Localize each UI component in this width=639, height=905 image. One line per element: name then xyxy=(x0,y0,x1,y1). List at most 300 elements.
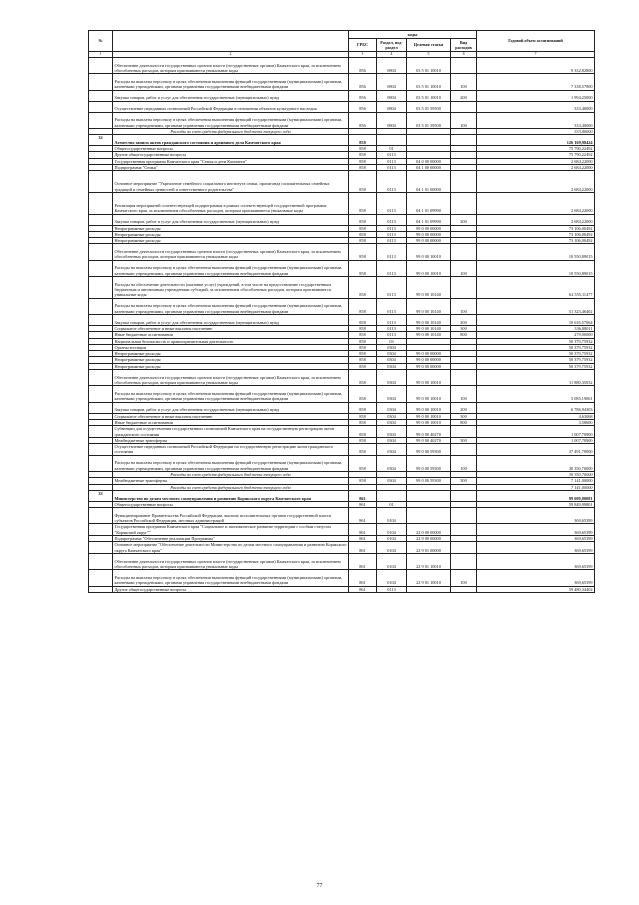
row-name-cell: Другие общегосударственные вопросы xyxy=(113,152,349,158)
row-sum-cell: 99 609,00081 xyxy=(477,490,595,501)
table-row xyxy=(89,553,595,569)
table-row xyxy=(89,490,595,501)
row-expense-type-cell xyxy=(451,370,477,386)
row-number-cell xyxy=(89,112,113,128)
budget-table-container xyxy=(88,30,594,593)
row-target-article-cell: 99 0 00 00000 xyxy=(407,231,451,237)
column-number: 5 xyxy=(407,52,451,58)
row-name-cell: Непрограммные расходы xyxy=(113,363,349,369)
row-section-cell: 0304 xyxy=(377,419,407,425)
row-target-article-cell: 99 0 00 59300 xyxy=(407,444,451,456)
table-row xyxy=(89,426,595,438)
row-name-cell: Органы юстиции xyxy=(113,344,349,350)
row-expense-type-cell xyxy=(451,586,477,592)
row-name-cell: Социальное обеспечение и иные выплаты населению xyxy=(113,325,349,331)
row-expense-type-cell: 800 xyxy=(451,419,477,425)
row-section-cell: 0113 xyxy=(377,260,407,276)
row-expense-type-cell: 500 xyxy=(451,478,477,484)
row-sum-cell: 333,40000 xyxy=(477,112,595,128)
row-grbs-cell: 858 xyxy=(349,344,377,350)
row-expense-type-cell: 500 xyxy=(451,437,477,443)
row-section-cell: 0304 xyxy=(377,351,407,357)
row-sum-cell: 333,40000 xyxy=(477,128,595,134)
row-grbs-cell: 858 xyxy=(349,351,377,357)
row-name-cell: Непрограммные расходы xyxy=(113,231,349,237)
row-section-cell: 0113 xyxy=(377,192,407,214)
row-name-cell: Межбюджетные трансферты xyxy=(113,478,349,484)
row-expense-type-cell xyxy=(451,277,477,299)
row-name-cell: Расходы на обеспечение деятельности (оказание услуг) учреждений, в том числе на предоставление государственным бюджетным и автономным учреждениям субсидий, за исключением обособленных расходов, которым присваиваются уникальные коды xyxy=(113,277,349,299)
row-grbs-cell: 858 xyxy=(349,357,377,363)
row-target-article-cell: 99 0 00 10140 xyxy=(407,332,451,338)
row-target-article-cell: 04 0 00 00000 xyxy=(407,158,451,164)
row-section-cell: 0304 xyxy=(377,426,407,438)
row-name-cell: Субвенции для осуществления государственных полномочий Камчатского края на государственную регистрацию актов гражданского состояния xyxy=(113,426,349,438)
row-number-cell xyxy=(89,90,113,101)
row-name-cell: Социальное обеспечение и иные выплаты населению xyxy=(113,413,349,419)
row-expense-type-cell xyxy=(451,508,477,524)
table-row xyxy=(89,455,595,471)
row-sum-cell: 50 379,75932 xyxy=(477,357,595,363)
table-row xyxy=(89,298,595,314)
row-section-cell: 0113 xyxy=(377,214,407,225)
row-expense-type-cell: 100 xyxy=(451,112,477,128)
column-number: 4 xyxy=(377,52,407,58)
row-target-article-cell: 99 0 00 10140 xyxy=(407,277,451,299)
row-target-article-cell xyxy=(407,135,451,146)
row-name-cell: Закупка товаров, работ и услуг для обеспечения государственных (муниципальных) нужд xyxy=(113,90,349,101)
page-number: 77 xyxy=(316,883,323,889)
row-name-cell: Обеспечение деятельности государственных органов власти (государственных органов) Камчатского края, за исключением обособленных расходов, которым присваиваются уникальные коды xyxy=(113,370,349,386)
row-number-cell xyxy=(89,260,113,276)
row-target-article-cell: 99 0 00 00000 xyxy=(407,225,451,231)
row-expense-type-cell: 200 xyxy=(451,314,477,325)
row-sum-cell: 2 684,22000 xyxy=(477,171,595,193)
table-row xyxy=(89,244,595,260)
row-sum-cell: 59 849,99801 xyxy=(477,501,595,507)
row-target-article-cell: 22 9 01 10010 xyxy=(407,570,451,586)
row-sum-cell: 369,65399 xyxy=(477,508,595,524)
row-section-cell: 0304 xyxy=(377,386,407,402)
row-grbs-cell: 858 xyxy=(349,171,377,193)
header-expense-type: Вид расходов xyxy=(451,39,477,52)
table-row xyxy=(89,135,595,146)
row-section-cell: 0113 xyxy=(377,244,407,260)
row-name-cell: Основное мероприятие "Укрепление семейного социального института семьи, пропаганда положительных семейных традиций и семейных ценностей и ответственного родительства" xyxy=(113,171,349,193)
row-section-cell: 01 xyxy=(377,501,407,507)
row-grbs-cell: 858 xyxy=(349,152,377,158)
table-row xyxy=(89,402,595,413)
row-target-article-cell: 99 0 00 10010 xyxy=(407,260,451,276)
row-expense-type-cell: 100 xyxy=(451,298,477,314)
row-grbs-cell: 861 xyxy=(349,553,377,569)
row-section-cell: 0104 xyxy=(377,570,407,586)
row-expense-type-cell xyxy=(451,553,477,569)
row-section-cell: 0304 xyxy=(377,370,407,386)
column-number: 1 xyxy=(89,52,113,58)
row-name-cell: Национальная безопасность и правоохранительная деятельность xyxy=(113,338,349,344)
row-grbs-cell: 856 xyxy=(349,101,377,112)
row-section-cell: 0113 xyxy=(377,298,407,314)
row-grbs-cell: 856 xyxy=(349,74,377,90)
row-section-cell: 0304 xyxy=(377,344,407,350)
row-section-cell: 0113 xyxy=(377,277,407,299)
row-grbs-cell: 858 xyxy=(349,277,377,299)
row-number-cell: 33 xyxy=(89,490,113,501)
row-target-article-cell: 22 9 00 00000 xyxy=(407,536,451,542)
row-grbs-cell: 858 xyxy=(349,165,377,171)
row-section-cell: 0113 xyxy=(377,325,407,331)
row-name-cell: Закупка товаров, работ и услуг для обеспечения государственных (муниципальных) нужд xyxy=(113,402,349,413)
row-target-article-cell: 03 5 01 10010 xyxy=(407,90,451,101)
row-name-cell: Осуществление переданных полномочий Российской Федерации в отношении объектов культурного наследия xyxy=(113,101,349,112)
row-name-cell: Непрограммные расходы xyxy=(113,357,349,363)
row-name-cell: Непрограммные расходы xyxy=(113,238,349,244)
row-sum-cell: 10 550,89015 xyxy=(477,244,595,260)
row-target-article-cell: 99 0 00 10140 xyxy=(407,298,451,314)
row-grbs-cell: 856 xyxy=(349,112,377,128)
row-expense-type-cell xyxy=(451,171,477,193)
row-sum-cell: 1 007,70900 xyxy=(477,437,595,443)
row-sum-cell: 30 350,70000 xyxy=(477,471,595,477)
row-sum-cell: 2 684,22000 xyxy=(477,158,595,164)
row-grbs-cell: 858 xyxy=(349,478,377,484)
row-sum-cell: 30 350,70000 xyxy=(477,455,595,471)
row-sum-cell: 2 684,22000 xyxy=(477,214,595,225)
row-sum-cell: 73 106,00492 xyxy=(477,231,595,237)
row-target-article-cell: 99 0 00 59300 xyxy=(407,478,451,484)
row-expense-type-cell: 100 xyxy=(451,260,477,276)
row-expense-type-cell: 200 xyxy=(451,214,477,225)
row-target-article-cell: 04 1 01 09990 xyxy=(407,214,451,225)
row-number-cell xyxy=(89,58,113,74)
row-sum-cell: 369,65399 xyxy=(477,524,595,536)
row-sum-cell: 51 323,46402 xyxy=(477,298,595,314)
row-grbs-cell: 858 xyxy=(349,386,377,402)
row-target-article-cell: 04 1 01 09990 xyxy=(407,192,451,214)
row-grbs-cell: 856 xyxy=(349,58,377,74)
row-name-cell: Непрограммные расходы xyxy=(113,351,349,357)
header-name xyxy=(113,31,349,52)
row-sum-cell: 75 790,22492 xyxy=(477,146,595,152)
row-number-cell xyxy=(89,192,113,214)
row-sum-cell: 7 338,57800 xyxy=(477,74,595,90)
row-grbs-cell: 858 xyxy=(349,419,377,425)
header-target-article: Целевая статья xyxy=(407,39,451,52)
row-number-cell xyxy=(89,370,113,386)
header-number: № xyxy=(89,31,113,52)
table-row xyxy=(89,524,595,536)
table-row xyxy=(89,260,595,276)
row-section-cell: 0304 xyxy=(377,444,407,456)
row-number-cell xyxy=(89,214,113,225)
row-name-cell: Иные бюджетные ассигнования xyxy=(113,419,349,425)
row-section-cell xyxy=(377,490,407,501)
row-sum-cell: 73 106,00492 xyxy=(477,225,595,231)
row-expense-type-cell xyxy=(451,192,477,214)
row-section-cell: 0104 xyxy=(377,508,407,524)
row-section-cell: 0113 xyxy=(377,231,407,237)
table-row xyxy=(89,192,595,214)
row-expense-type-cell xyxy=(451,426,477,438)
row-expense-type-cell xyxy=(451,490,477,501)
row-sum-cell: 1 994,25000 xyxy=(477,90,595,101)
row-target-article-cell: 03 5 01 10010 xyxy=(407,58,451,74)
row-section-cell: 0113 xyxy=(377,332,407,338)
row-target-article-cell: 22 0 00 00000 xyxy=(407,524,451,536)
row-section-cell: 0304 xyxy=(377,363,407,369)
row-section-cell: 0113 xyxy=(377,152,407,158)
row-number-cell xyxy=(89,586,113,592)
table-row xyxy=(89,586,595,592)
row-name-cell: Осуществление переданных полномочий Российской Федерации на государственную регистрацию актов гражданского состояния xyxy=(113,444,349,456)
row-number-cell xyxy=(89,101,113,112)
table-row xyxy=(89,171,595,193)
table-row xyxy=(89,101,595,112)
row-number-cell xyxy=(89,74,113,90)
row-grbs-cell: 858 xyxy=(349,363,377,369)
budget-table xyxy=(88,30,595,593)
row-name-cell: Министерство по делам местного самоуправления и развитию Корякского округа Камчатского края xyxy=(113,490,349,501)
row-number-cell xyxy=(89,244,113,260)
table-row xyxy=(89,214,595,225)
row-name-cell: Закупка товаров, работ и услуг для обеспечения государственных (муниципальных) нужд xyxy=(113,214,349,225)
row-grbs-cell: 858 xyxy=(349,135,377,146)
row-sum-cell: 9 332,82800 xyxy=(477,58,595,74)
row-sum-cell: 7 141,00000 xyxy=(477,484,595,490)
row-name-cell: Агентство записи актов гражданского состояния и архивного дела Камчатского края xyxy=(113,135,349,146)
row-number-cell xyxy=(89,402,113,413)
row-number-cell xyxy=(89,553,113,569)
row-grbs-cell: 858 xyxy=(349,225,377,231)
row-expense-type-cell xyxy=(451,524,477,536)
row-name-cell: Закупка товаров, работ и услуг для обеспечения государственных (муниципальных) нужд xyxy=(113,314,349,325)
row-name-cell: Расходы на выплаты персоналу в целях обеспечения выполнения функций государственными (муниципальными) органами, казенными учреждениями, органами управления государственными внебюджетными фондами xyxy=(113,570,349,586)
row-name-cell: Обеспечение деятельности государственных органов власти (государственных органов) Камчатского края, за исключением обособленных расходов, которым присваиваются уникальные коды xyxy=(113,553,349,569)
row-target-article-cell: 99 0 00 00000 xyxy=(407,351,451,357)
row-grbs-cell: 856 xyxy=(349,90,377,101)
row-number-cell xyxy=(89,570,113,586)
row-name-cell: Расходы за счет средств федерального бюджета текущего года xyxy=(113,128,349,134)
row-target-article-cell xyxy=(407,490,451,501)
row-grbs-cell: 858 xyxy=(349,338,377,344)
row-name-cell: Расходы на выплаты персоналу в целях обеспечения выполнения функций государственными (муниципальными) органами, казенными учреждениями, органами управления государственными внебюджетными фондами xyxy=(113,386,349,402)
row-section-cell: 0804 xyxy=(377,112,407,128)
row-target-article-cell: 22 9 01 10010 xyxy=(407,553,451,569)
row-sum-cell: 10 550,89015 xyxy=(477,260,595,276)
row-sum-cell: 50 379,75932 xyxy=(477,338,595,344)
row-target-article-cell xyxy=(407,586,451,592)
table-row xyxy=(89,314,595,325)
row-grbs-cell: 858 xyxy=(349,192,377,214)
row-grbs-cell: 861 xyxy=(349,524,377,536)
row-section-cell: 0113 xyxy=(377,586,407,592)
row-number-cell xyxy=(89,444,113,456)
row-target-article-cell: 22 9 01 00000 xyxy=(407,542,451,554)
table-row xyxy=(89,444,595,456)
row-target-article-cell: 03 5 01 59500 xyxy=(407,101,451,112)
column-number: 6 xyxy=(451,52,477,58)
row-grbs-cell: 858 xyxy=(349,426,377,438)
row-name-cell: Расходы на выплаты персоналу в целях обеспечения выполнения функций государственными (муниципальными) органами, казенными учреждениями, органами управления государственными внебюджетными фондами xyxy=(113,260,349,276)
row-section-cell: 0804 xyxy=(377,90,407,101)
row-grbs-cell: 858 xyxy=(349,413,377,419)
table-row xyxy=(89,386,595,402)
row-name-cell: Расходы на выплаты персоналу в целях обеспечения выполнения функций государственными (муниципальными) органами, казенными учреждениями, органами управления государственными внебюджетными фондами xyxy=(113,298,349,314)
table-body xyxy=(89,58,595,593)
row-name-cell: Иные бюджетные ассигнования xyxy=(113,332,349,338)
row-sum-cell: 369,65399 xyxy=(477,570,595,586)
row-grbs-cell: 858 xyxy=(349,455,377,471)
row-section-cell: 0113 xyxy=(377,165,407,171)
row-target-article-cell: 99 0 00 59300 xyxy=(407,455,451,471)
row-target-article-cell: 04 1 00 00000 xyxy=(407,165,451,171)
row-name-cell: Обеспечение деятельности государственных органов власти (государственных органов) Камчатского края, за исключением обособленных расходов, которым присваиваются уникальные коды xyxy=(113,58,349,74)
row-expense-type-cell: 100 xyxy=(451,74,477,90)
row-section-cell: 0113 xyxy=(377,158,407,164)
row-grbs-cell: 858 xyxy=(349,402,377,413)
row-section-cell: 0113 xyxy=(377,238,407,244)
row-sum-cell: 50 379,75932 xyxy=(477,351,595,357)
row-section-cell: 0304 xyxy=(377,478,407,484)
row-name-cell: Реализация мероприятий соответствующей подпрограммы в рамках соответствующей государственной программы Камчатского края, за исключением обособленных расходов, которым присваиваются уникальные коды xyxy=(113,192,349,214)
row-section-cell: 0104 xyxy=(377,542,407,554)
row-number-cell xyxy=(89,298,113,314)
row-grbs-cell: 858 xyxy=(349,260,377,276)
row-target-article-cell: 99 0 00 10010 xyxy=(407,419,451,425)
row-expense-type-cell xyxy=(451,101,477,112)
row-name-cell: Государственная программа Камчатского края "Социальное и экономическое развитие территории с особым статусом "Корякский округ"" xyxy=(113,524,349,536)
row-name-cell: Общегосударственные вопросы xyxy=(113,501,349,507)
row-name-cell: Функционирование Правительства Российской Федерации, высших исполнительных органов государственной власти субъектов Российской Федерации, местных администраций xyxy=(113,508,349,524)
row-expense-type-cell xyxy=(451,58,477,74)
table-row xyxy=(89,570,595,586)
table-row xyxy=(89,508,595,524)
row-target-article-cell: 99 0 00 10140 xyxy=(407,314,451,325)
table-row xyxy=(89,74,595,90)
row-grbs-cell: 858 xyxy=(349,214,377,225)
table-row xyxy=(89,542,595,554)
row-section-cell: 0804 xyxy=(377,74,407,90)
row-grbs-cell: 861 xyxy=(349,586,377,592)
row-target-article-cell: 99 0 00 10010 xyxy=(407,370,451,386)
row-sum-cell: 7 141,00000 xyxy=(477,478,595,484)
row-grbs-cell: 858 xyxy=(349,158,377,164)
row-expense-type-cell xyxy=(451,244,477,260)
row-grbs-cell: 858 xyxy=(349,444,377,456)
row-target-article-cell: 99 0 00 00000 xyxy=(407,238,451,244)
row-section-cell: 0104 xyxy=(377,536,407,542)
row-target-article-cell: 03 5 01 10010 xyxy=(407,74,451,90)
row-target-article-cell xyxy=(407,508,451,524)
row-grbs-cell: 861 xyxy=(349,536,377,542)
row-target-article-cell: 03 5 01 59500 xyxy=(407,112,451,128)
column-number: 2 xyxy=(113,52,349,58)
row-target-article-cell: 99 0 00 10010 xyxy=(407,402,451,413)
row-target-article-cell: 99 0 00 10140 xyxy=(407,325,451,331)
row-expense-type-cell xyxy=(451,542,477,554)
row-section-cell xyxy=(377,135,407,146)
row-number-cell xyxy=(89,277,113,299)
row-section-cell: 0304 xyxy=(377,413,407,419)
row-section-cell: 0104 xyxy=(377,553,407,569)
row-expense-type-cell: 100 xyxy=(451,455,477,471)
row-grbs-cell: 858 xyxy=(349,437,377,443)
row-section-cell: 0113 xyxy=(377,314,407,325)
row-sum-cell: 333,40000 xyxy=(477,101,595,112)
row-name-cell: Основное мероприятие "Обеспечение деятельности Министерства по делам местного самоуправления и развитию Корякского округа Камчатского края" xyxy=(114,542,347,553)
row-target-article-cell: 99 0 00 10010 xyxy=(407,386,451,402)
row-name-cell: Расходы на выплаты персоналу в целях обеспечения выполнения функций государственными (муниципальными) органами, казенными учреждениями, органами управления государственными внебюджетными фондами xyxy=(113,112,349,128)
row-expense-type-cell: 100 xyxy=(451,570,477,586)
row-name-cell: Расходы на выплаты персоналу в целях обеспечения выполнения функций государственными (муниципальными) органами, казенными учреждениями, органами управления государственными внебюджетными фондами xyxy=(113,74,349,90)
row-grbs-cell: 858 xyxy=(349,298,377,314)
row-sum-cell: 2 684,22000 xyxy=(477,192,595,214)
row-name-cell: Межбюджетные трансферты xyxy=(113,437,349,443)
row-target-article-cell: 04 1 01 00000 xyxy=(407,171,451,193)
row-number-cell: 32 xyxy=(89,135,113,146)
row-target-article-cell: 99 0 00 10010 xyxy=(407,244,451,260)
row-grbs-cell: 858 xyxy=(349,325,377,331)
row-grbs-cell: 858 xyxy=(349,231,377,237)
row-name-cell: Непрограммные расходы xyxy=(113,225,349,231)
row-expense-type-cell: 200 xyxy=(451,90,477,101)
row-sum-cell: 1 007,70900 xyxy=(477,426,595,438)
row-section-cell: 03 xyxy=(377,338,407,344)
row-sum-cell: 3,58600 xyxy=(477,419,595,425)
row-name-cell: Государственная программа Камчатского края "Семья и дети Камчатки" xyxy=(113,158,349,164)
row-number-cell xyxy=(89,314,113,325)
row-sum-cell: 10 616,57064 xyxy=(477,314,595,325)
row-target-article-cell: 99 0 00 00000 xyxy=(407,357,451,363)
row-sum-cell: 369,65399 xyxy=(477,536,595,542)
row-section-cell: 0804 xyxy=(377,101,407,112)
row-sum-cell: 336,08011 xyxy=(477,325,595,331)
row-sum-cell: 369,65399 xyxy=(477,553,595,569)
row-name-cell: Подпрограмма "Обеспечение реализации Программы" xyxy=(113,536,349,542)
row-sum-cell: 6 786,94303 xyxy=(477,402,595,413)
row-section-cell: 0804 xyxy=(377,58,407,74)
row-grbs-cell: 858 xyxy=(349,238,377,244)
header-codes: коды xyxy=(349,31,477,39)
table-row xyxy=(89,112,595,128)
row-expense-type-cell: 300 xyxy=(451,325,477,331)
row-expense-type-cell xyxy=(451,444,477,456)
row-sum-cell: 5 085,19061 xyxy=(477,386,595,402)
row-section-cell: 01 xyxy=(377,146,407,152)
row-section-cell: 0113 xyxy=(377,225,407,231)
table-row xyxy=(89,370,595,386)
row-target-article-cell: 99 0 00 10010 xyxy=(407,413,451,419)
row-expense-type-cell: 100 xyxy=(451,386,477,402)
row-name-cell: Расходы на выплаты персоналу в целях обеспечения выполнения функций государственными (муниципальными) органами, казенными учреждениями, органами управления государственными внебюджетными фондами xyxy=(113,455,349,471)
row-grbs-cell: 858 xyxy=(349,332,377,338)
row-grbs-cell: 858 xyxy=(349,370,377,386)
row-number-cell xyxy=(89,542,113,554)
row-name-cell: Другие общегосударственные вопросы xyxy=(113,586,349,592)
row-name-cell: Подпрограмма "Семья" xyxy=(113,165,349,171)
row-section-cell: 0113 xyxy=(377,171,407,193)
row-sum-cell: 75 790,22492 xyxy=(477,152,595,158)
row-section-cell: 0304 xyxy=(377,437,407,443)
row-target-article-cell: 99 0 00 40270 xyxy=(407,426,451,438)
header-section: Раздел, под-раздел xyxy=(377,39,407,52)
row-sum-cell: 11 880,35032 xyxy=(477,370,595,386)
row-section-cell: 0304 xyxy=(377,455,407,471)
row-expense-type-cell xyxy=(451,135,477,146)
row-grbs-cell: 861 xyxy=(349,501,377,507)
row-sum-cell: 279,00000 xyxy=(477,332,595,338)
